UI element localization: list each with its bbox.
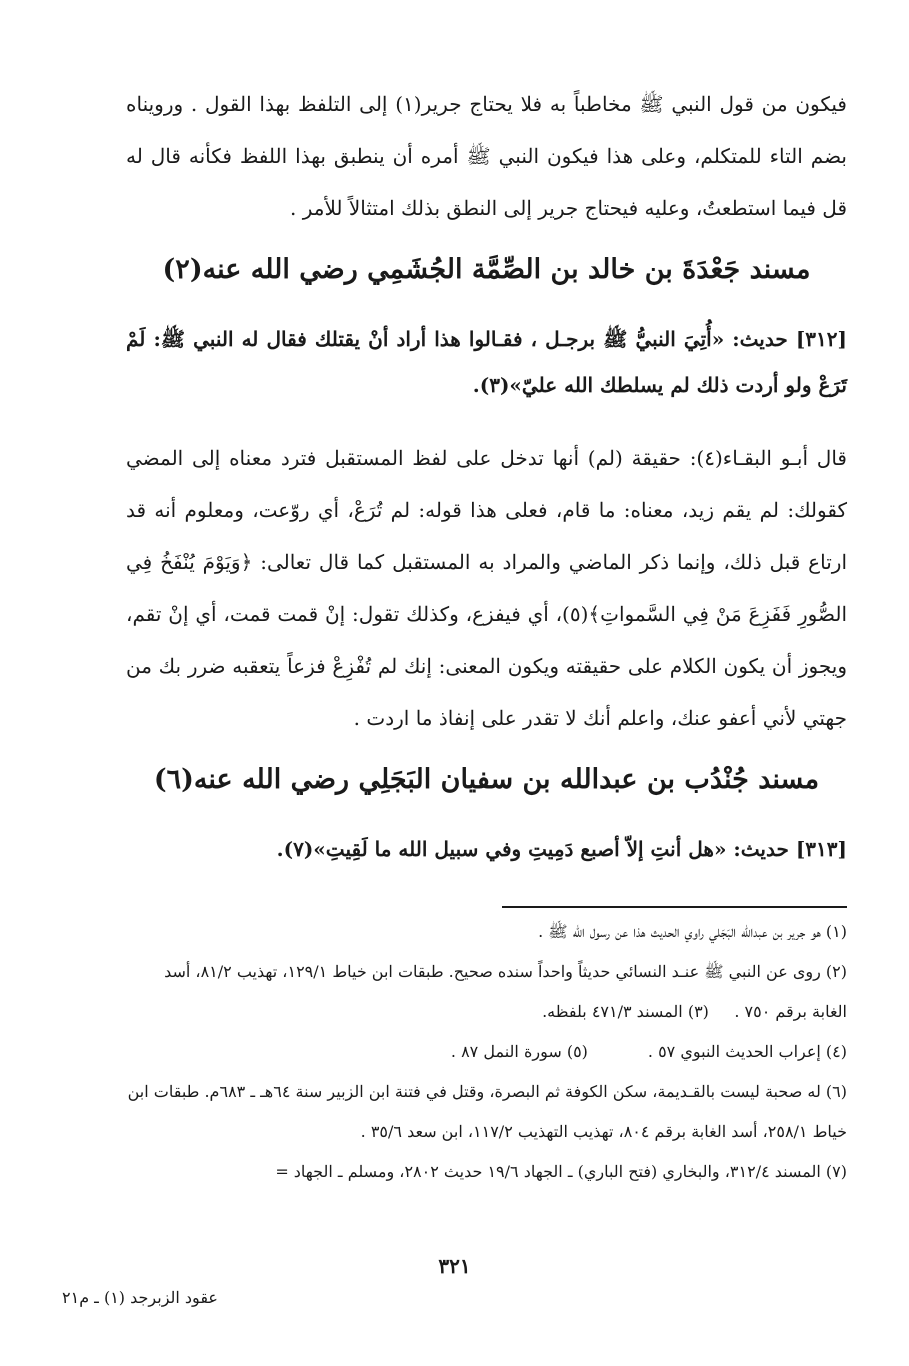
main-text bbox=[126, 78, 847, 882]
footnote-5: (٥) سورة النمل ٨٧ . bbox=[450, 1042, 588, 1061]
footnote-4: (٤) إعراب الحديث النبوي ٥٧ . bbox=[647, 1042, 847, 1061]
paragraph-abu-al-baqa: قال أبـو البقـاء(٤): حقيقة (لم) أنها تدخل على لفظ المستقبل فترد معناه إلى المضي كقولك: لم يقم زيد، معناه: ما قام، فعلى هذا قوله: لم تُرَعْ، أي روّعت، ومعلوم أنه قد ارتاع قبل ذلك، وإنما ذكر الماضي والمراد به المستقبل كما قال تعالى: ﴿وَيَوْمَ يُنْفَخُ فِي الصُّورِ فَفَزِعَ مَنْ فِي السَّمواتِ﴾(٥)، أي فيفزع، وكذلك تقول: إنْ قمت قمت، أي إنْ تقم، ويجوز أن يكون الكلام على حقيقته ويكون المعنى: إنك لم تُفْزِعْ فزعاً يتعقبه ضرر بك من جهتي لأني أعفو عنك، واعلم أنك لا تقدر على إنفاذ ما اردت . bbox=[126, 446, 848, 730]
footnote-2 bbox=[126, 952, 847, 1032]
hadith-312: [٣١٢] حديث: «أُتِيَ النبيُّ ﷺ برجـل ، فقـالوا هذا أراد أنْ يقتلك فقال له النبي ﷺ: لَمْ تَرَعْ ولو أردت ذلك لم يسلطك الله عليّ»(٣). bbox=[126, 327, 847, 397]
footnote-7: (٧) المسند ٣١٢/٤، والبخاري (فتح الباري) ـ الجهاد ١٩/٦ حديث ٢٨٠٢، ومسلم ـ الجهاد = bbox=[275, 1162, 847, 1181]
footnote-1: (١) هو جرير بن عبدالله البَجَلي راوي الحديث هذا عن رسول الله ﷺ . bbox=[538, 922, 847, 941]
footnote-3-text: (٣) المسند ٤٧١/٣ بلفظه. bbox=[542, 1002, 709, 1021]
footnote-row-4-5 bbox=[126, 1032, 847, 1072]
footnote-2-text: (٢) روى عن النبي ﷺ عنـد النسائي حديثاً واحداً سنده صحيح. طبقات ابن خياط ١٢٩/١، تهذيب ٨١/٢، أسد الغابة برقم ٧٥٠ . bbox=[164, 962, 847, 1021]
section-heading-jaadah: مسند جَعْدَةَ بن خالد بن الصِّمَّة الجُشَمِي رضي الله عنه(٢) bbox=[162, 254, 811, 285]
book-signature: عقود الزبرجد (١) ـ م٢١ bbox=[62, 1288, 218, 1307]
paragraph-intro: فيكون من قول النبي ﷺ مخاطباً به فلا يحتاج جرير(١) إلى التلفظ بهذا القول . ورويناه بضم التاء للمتكلم، وعلى هذا فيكون النبي ﷺ أمره أن ينطبق بهذا اللفظ فكأنه قال له قل فيما استطعتُ، وعليه فيحتاج جرير إلى النطق بذلك امتثالاً للأمر . bbox=[126, 92, 847, 220]
footnote-separator bbox=[502, 906, 847, 908]
spacer bbox=[126, 418, 847, 432]
section-heading-jundub: مسند جُنْدُب بن عبدالله بن سفيان البَجَلِي رضي الله عنه(٦) bbox=[153, 764, 820, 795]
footnotes bbox=[126, 912, 847, 1192]
page-number: ٣٢١ bbox=[438, 1254, 471, 1278]
hadith-313: [٣١٣] حديث: «هل أنتِ إلاّ أصبع دَمِيتِ وفي سبيل الله ما لَقِيتِ»(٧). bbox=[276, 837, 847, 861]
footnote-6: (٦) له صحبة ليست بالقـديمة، سكن الكوفة ثم البصرة، وقتل في فتنة ابن الزبير سنة ٦٤هـ ـ ٦٨٣م. طبقات ابن خياط ٢٥٨/١، أسد الغابة برقم ٨٠٤، تهذيب التهذيب ١١٧/٢، ابن سعد ٣٥/٦ . bbox=[127, 1082, 847, 1141]
